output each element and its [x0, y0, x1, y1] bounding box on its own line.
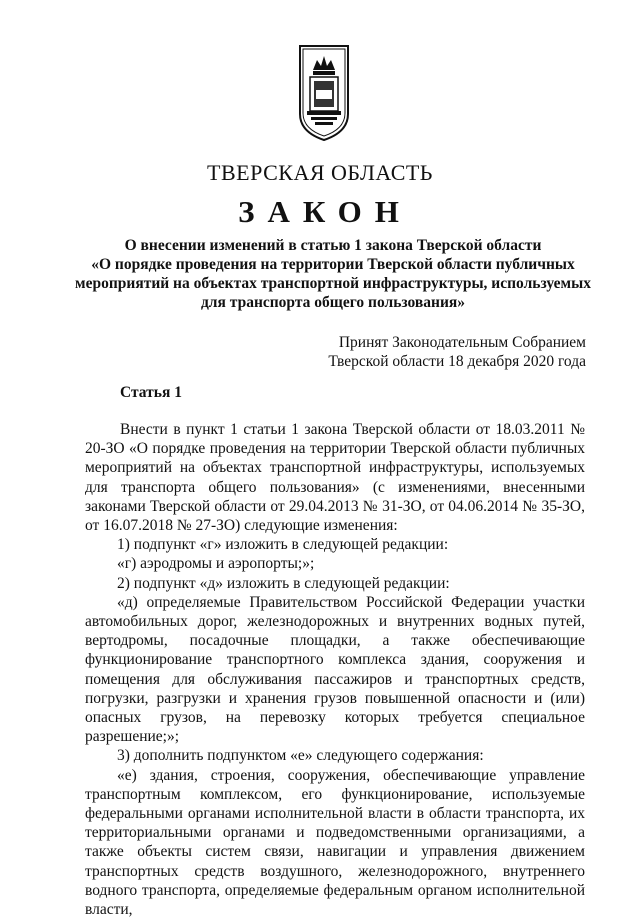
- law-heading: ЗАКОН: [238, 194, 412, 229]
- law-title: [74, 236, 592, 312]
- article-paragraph: 3) дополнить подпунктом «е» следующего содержания:: [117, 747, 484, 765]
- article-body: [85, 420, 585, 919]
- region-name: ТВЕРСКАЯ ОБЛАСТЬ: [207, 160, 433, 185]
- law-title-line: «О порядке проведения на территории Тверской области публичных: [91, 256, 575, 273]
- law-title-line: О внесении изменений в статью 1 закона Тверской области: [124, 237, 542, 254]
- law-title-line: мероприятий на объектах транспортной инфраструктуры, используемых: [75, 275, 591, 292]
- article-paragraph: «г) аэродромы и аэропорты;»;: [117, 555, 315, 573]
- adoption-note: [328, 333, 586, 371]
- adoption-line: Тверской области 18 декабря 2020 года: [328, 353, 586, 370]
- law-title-line: для транспорта общего пользования»: [200, 294, 466, 311]
- article-paragraph: Внести в пункт 1 статьи 1 закона Тверской области от 18.03.2011 № 20-ЗО «О порядке проведения на территории Тверской области публичных мероприятий на объектах транспортной инфраструктуры, используемых для транспорта общего пользования» (с изменениями, внесенными законами Тверской области от 29.04.2013 № 31-ЗО, от 04.06.2014 № 35-ЗО, от 16.07.2018 № 27-ЗО) следующие изменения:: [85, 421, 585, 535]
- article-paragraph: «д) определяемые Правительством Российской Федерации участки автомобильных дорог, железнодорожных и внутренних водных путей, вертодромы, посадочные площадки, а также обеспечивающие функционирование транспортного комплекса здания, сооружения и помещения для обслуживания пассажиров и транспортных средств, погрузки, разгрузки и хранения грузов повышенной опасности и (или) опасных грузов, на перевозку которых требуется специальное разрешение;»;: [85, 593, 585, 746]
- coat-of-arms-emblem: [297, 44, 351, 142]
- article-paragraph: 1) подпункт «г» изложить в следующей редакции:: [117, 536, 449, 554]
- article-heading: Статья 1: [120, 384, 182, 401]
- article-paragraph: «е) здания, строения, сооружения, обеспечивающие управление транспортным комплексом, его функционирование, используемые федеральными органами исполнительной власти в области транспорта, их территориальными органами и подведомственными организациями, а также объекты систем связи, навигации и управления движением транспортных средств воздушного, железнодорожного, внутреннего водного транспорта, определяемые федеральным органом исполнительной власти,: [85, 766, 585, 919]
- article-paragraph: 2) подпункт «д» изложить в следующей редакции:: [117, 574, 450, 592]
- adoption-line: Принят Законодательным Собранием: [338, 334, 586, 351]
